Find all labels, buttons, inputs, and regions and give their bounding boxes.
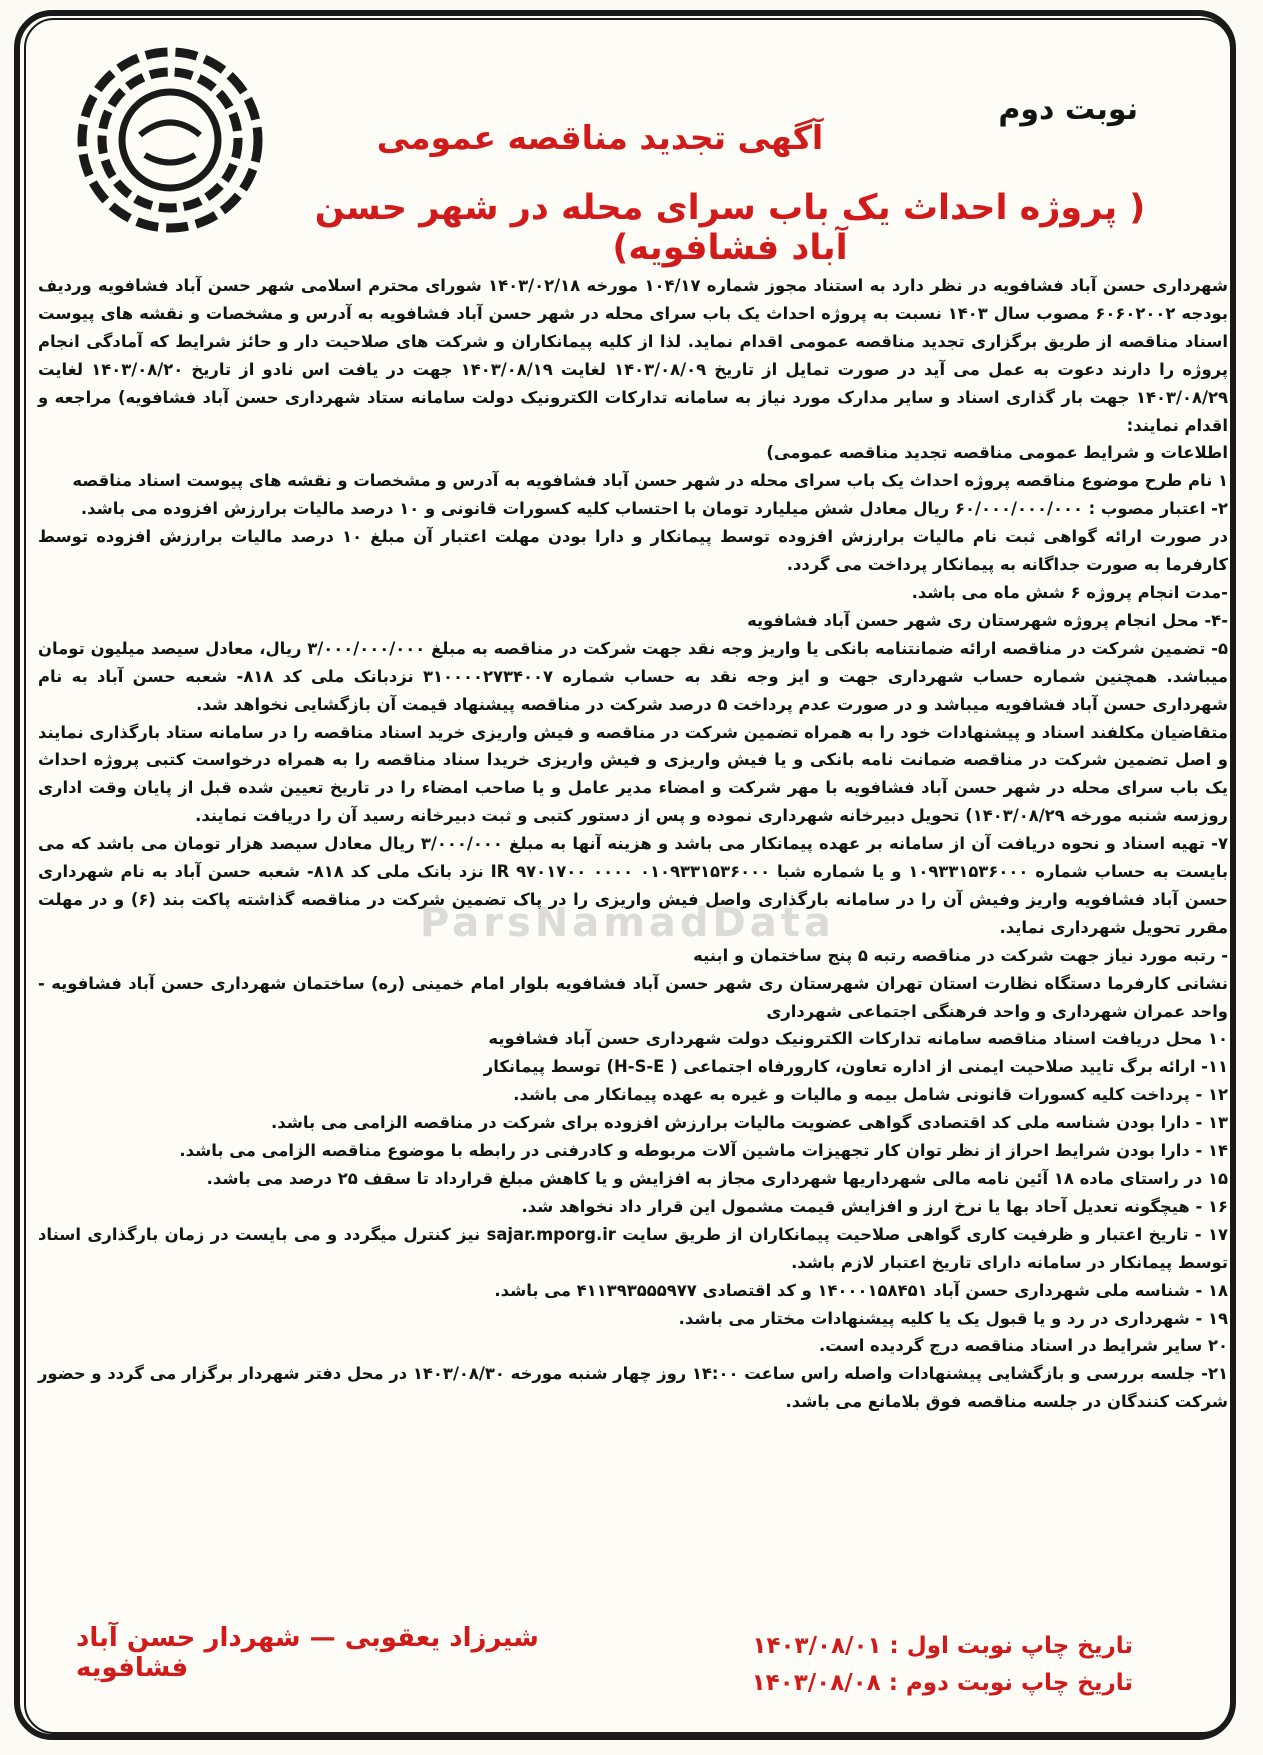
first-print-date: تاریخ چاپ نوبت اول : ۱۴۰۳/۰۸/۰۱ [752,1633,1133,1659]
round-label: نوبت دوم [998,92,1138,127]
municipality-logo-icon [70,40,270,240]
item-11: ۱۱- ارائه برگ تایید صلاحیت ایمنی از اداره تعاون، کارورفاه اجتماعی ( H-S-E) توسط پیمانکار [483,1057,1228,1077]
item-1: ۱ نام طرح موضوع مناقصه پروژه احداث یک باب سرای محله در شهر حسن آباد فشافویه به آدرس و مشخصات و نقشه های پیوست اسناد مناقصه [72,471,1228,491]
intro-paragraph: شهرداری حسن آباد فشافویه در نظر دارد به استناد مجوز شماره ۱۰۴/۱۷ مورخه ۱۴۰۳/۰۲/۱۸ شورای محترم اسلامی شهر حسن آباد فشافویه وردیف بودجه ۶۰۶۰۲۰۰۲ مصوب سال ۱۴۰۳ نسبت به پروژه احداث یک باب سرای محله در شهر حسن آباد فشافویه به آدرس و مشخصات و نقشه های پیوست اسناد مناقصه از طریق برگزاری تجدید مناقصه عمومی اقدام نماید. لذا از کلیه پیمانکاران و شرکت های صلاحیت دار و حائز شرایط که آمادگی انجام پروژه را دارند دعوت به عمل می آید در صورت تمایل از تاریخ ۱۴۰۳/۰۸/۰۹ لغایت ۱۴۰۳/۰۸/۱۹ جهت در یافت اس نادو از تاریخ ۱۴۰۳/۰۸/۲۰ لغایت ۱۴۰۳/۰۸/۲۹ جهت بار گذاری اسناد و سایر مدارک مورد نیاز به سامانه تدارکات الکترونیک دولت سامانه ستاد شهرداری حسن آباد فشافویه) مراجعه و اقدام نمایند: [38,276,1228,435]
second-print-date: تاریخ چاپ نوبت دوم : ۱۴۰۳/۰۸/۰۸ [751,1670,1133,1696]
item-20: ۲۰ سایر شرایط در اسناد مناقصه درج گردیده است. [819,1336,1228,1356]
item-7: ۷- تهیه اسناد و نحوه دریافت آن از سامانه بر عهده پیمانکار می باشد و هزینه آنها به مبلغ ۳/۰۰۰/۰۰۰ ریال معادل سیصد هزار تومان می باشد که می بایست به حساب شماره ۱۰۹۳۳۱۵۳۶۰۰۰ و یا شماره شبا ۰۱۰۹۳۳۱۵۳۶۰۰۰ ۰۰۰۰ IR ۹۷۰۱۷۰۰ نزد بانک ملی کد ۸۱۸- شعبه حسن آباد به نام شهرداری حسن آباد فشافویه واریز وفیش آن را در سامانه بارگذاری واصل فیش واریزی را در پاک تضمین شرکت در مناقصه گذاشته پاکت بند (۶) و در مهلت مقرر تحویل شهرداری نماید. [38,834,1229,937]
item-16: ۱۶ - هیچگونه تعدیل آحاد بها یا نرخ ارز و افزایش قیمت مشمول این قرار داد نخواهد شد. [521,1196,1228,1216]
item-15: ۱۵ در راستای ماده ۱۸ آئین نامه مالی شهرداریها شهرداری مجاز به افزایش و یا کاهش مبلغ قرارداد تا سقف ۲۵ درصد می باشد. [206,1169,1228,1188]
notice-body [38,272,1228,1416]
item-4: -۴- محل انجام پروژه شهرستان ری شهر حسن آباد فشافویه [747,610,1228,630]
item-14: ۱۴ - دارا بودن شرایط احراز از نظر توان کار تجهیزات ماشین آلات مربوطه و کادرفنی در رابطه با موضوع مناقصه الزامی می باشد. [179,1141,1228,1161]
notice-title: آگهی تجدید مناقصه عمومی [376,118,824,157]
watermark: ParsNamadData [420,900,835,946]
item-2: ۲- اعتبار مصوب : ۶۰/۰۰۰/۰۰۰/۰۰۰ ریال معادل شش میلیارد تومان با احتساب کلیه کسورات قانونی و ۱۰ درصد مالیات برارزش افزوده می باشد. [80,499,1228,519]
notice-subtitle: ( پروژه احداث یک باب سرای محله در شهر حسن آباد فشافویه) [314,188,1146,268]
item-3: -مدت انجام پروژه ۶ شش ماه می باشد. [911,582,1228,602]
item-6: متقاضیان مکلفند اسناد و پیشنهادات خود را به همراه تضمین شرکت در مناقصه و فیش واریزی خرید اسناد مناقصه را در سامانه ستاد بارگذاری نمایند و اصل تضمین شرکت در مناقصه ضمانت نامه بانکی و یا فیش واریزی و فیش واریزی خریدا سناد مناقصه را به همراه درخواست کتبی پروژه احداث یک باب سرای محله در شهر حسن آباد فشافویه با مهر شرکت و امضاء مدیر عامل و یا صاحب امضاء را در تاریخ تعیین شده قبل از پایان وقت اداری روزسه شنبه مورخه ۱۴۰۳/۰۸/۲۹) تحویل دبیرخانه شهرداری نموده و پس از دستور کتبی و ثبت دبیرخانه رسید آن را دریافت نمایند. [38,722,1228,826]
print-dates [752,1628,1133,1702]
item-13: ۱۳ - دارا بودن شناسه ملی کد اقتصادی گواهی عضویت مالیات برارزش افزوده برای شرکت در مناقصه الزامی می باشد. [271,1113,1228,1133]
item-2b: در صورت ارائه گواهی ثبت نام مالیات برارزش افزوده توسط پیمانکار و دارا بودن مهلت اعتبار آن مبلغ ۱۰ درصد مالیات برارزش افزوده توسط کارفرما به صورت جداگانه به پیمانکار پرداخت می گردد. [38,527,1228,575]
item-19: ۱۹ - شهرداری در رد و یا قبول یک یا کلیه پیشنهادات مختار می باشد. [678,1308,1228,1328]
mayor-signature: شیرزاد یعقوبی — شهردار حسن آباد فشافویه [76,1623,539,1683]
info-heading: اطلاعات و شرایط عمومی مناقصه تجدید مناقصه عمومی) [766,443,1228,463]
item-18: ۱۸ - شناسه ملی شهرداری حسن آباد ۱۴۰۰۰۱۵۸۴۵۱ و کد اقتصادی ۴۱۱۳۹۳۵۵۵۹۷۷ می باشد. [494,1280,1228,1300]
item-9: نشانی کارفرما دستگاه نظارت استان تهران شهرستان ری شهر حسن آباد فشافویه بلوار امام خمینی (ره) ساختمان شهرداری حسن آباد فشافویه - واحد عمران شهرداری و واحد فرهنگی اجتماعی شهرداری [38,973,1228,1021]
item-8: - رتبه مورد نیاز جهت شرکت در مناقصه رتبه ۵ پنج ساختمان و ابنیه [693,945,1228,965]
item-5: ۵- تضمین شرکت در مناقصه ارائه ضمانتنامه بانکی یا واریز وجه نقد جهت شرکت در مناقصه به مبلغ ۳/۰۰۰/۰۰۰/۰۰۰ ریال، معادل سیصد میلیون تومان میباشد. همچنین شماره حساب شهرداری جهت و ایز وجه نقد به حساب شماره ۳۱۰۰۰۰۲۷۳۴۰۰۷ نزدبانک ملی کد ۸۱۸- شعبه حسن آباد به نام شهرداری حسن آباد فشافویه میباشد و در صورت عدم پرداخت ۵ درصد شرکت در مناقصه پیشنهاد قیمت آن بازگشایی نخواهد شد. [38,638,1228,714]
item-21: ۲۱- جلسه بررسی و بازگشایی پیشنهادات واصله راس ساعت ۱۴:۰۰ روز چهار شنبه مورخه ۱۴۰۳/۰۸/۳۰ در محل دفتر شهردار برگزار می گردد و حضور شرکت کنندگان در جلسه مناقصه فوق بلامانع می باشد. [38,1364,1228,1412]
item-17: ۱۷ - تاریخ اعتبار و ظرفیت کاری گواهی صلاحیت پیمانکاران از طریق سایت sajar.mporg.ir نیز کنترل میگردد و می بایست در زمان بارگذاری اسناد توسط پیمانکار در سامانه دارای تاریخ اعتبار لازم باشد. [38,1224,1228,1272]
item-10: ۱۰ محل دریافت اسناد مناقصه سامانه تدارکات الکترونیک دولت شهرداری حسن آباد فشافویه [488,1029,1228,1049]
item-12: ۱۲ - پرداخت کلیه کسورات قانونی شامل بیمه و مالیات و غیره به عهده پیمانکار می باشد. [513,1085,1228,1105]
